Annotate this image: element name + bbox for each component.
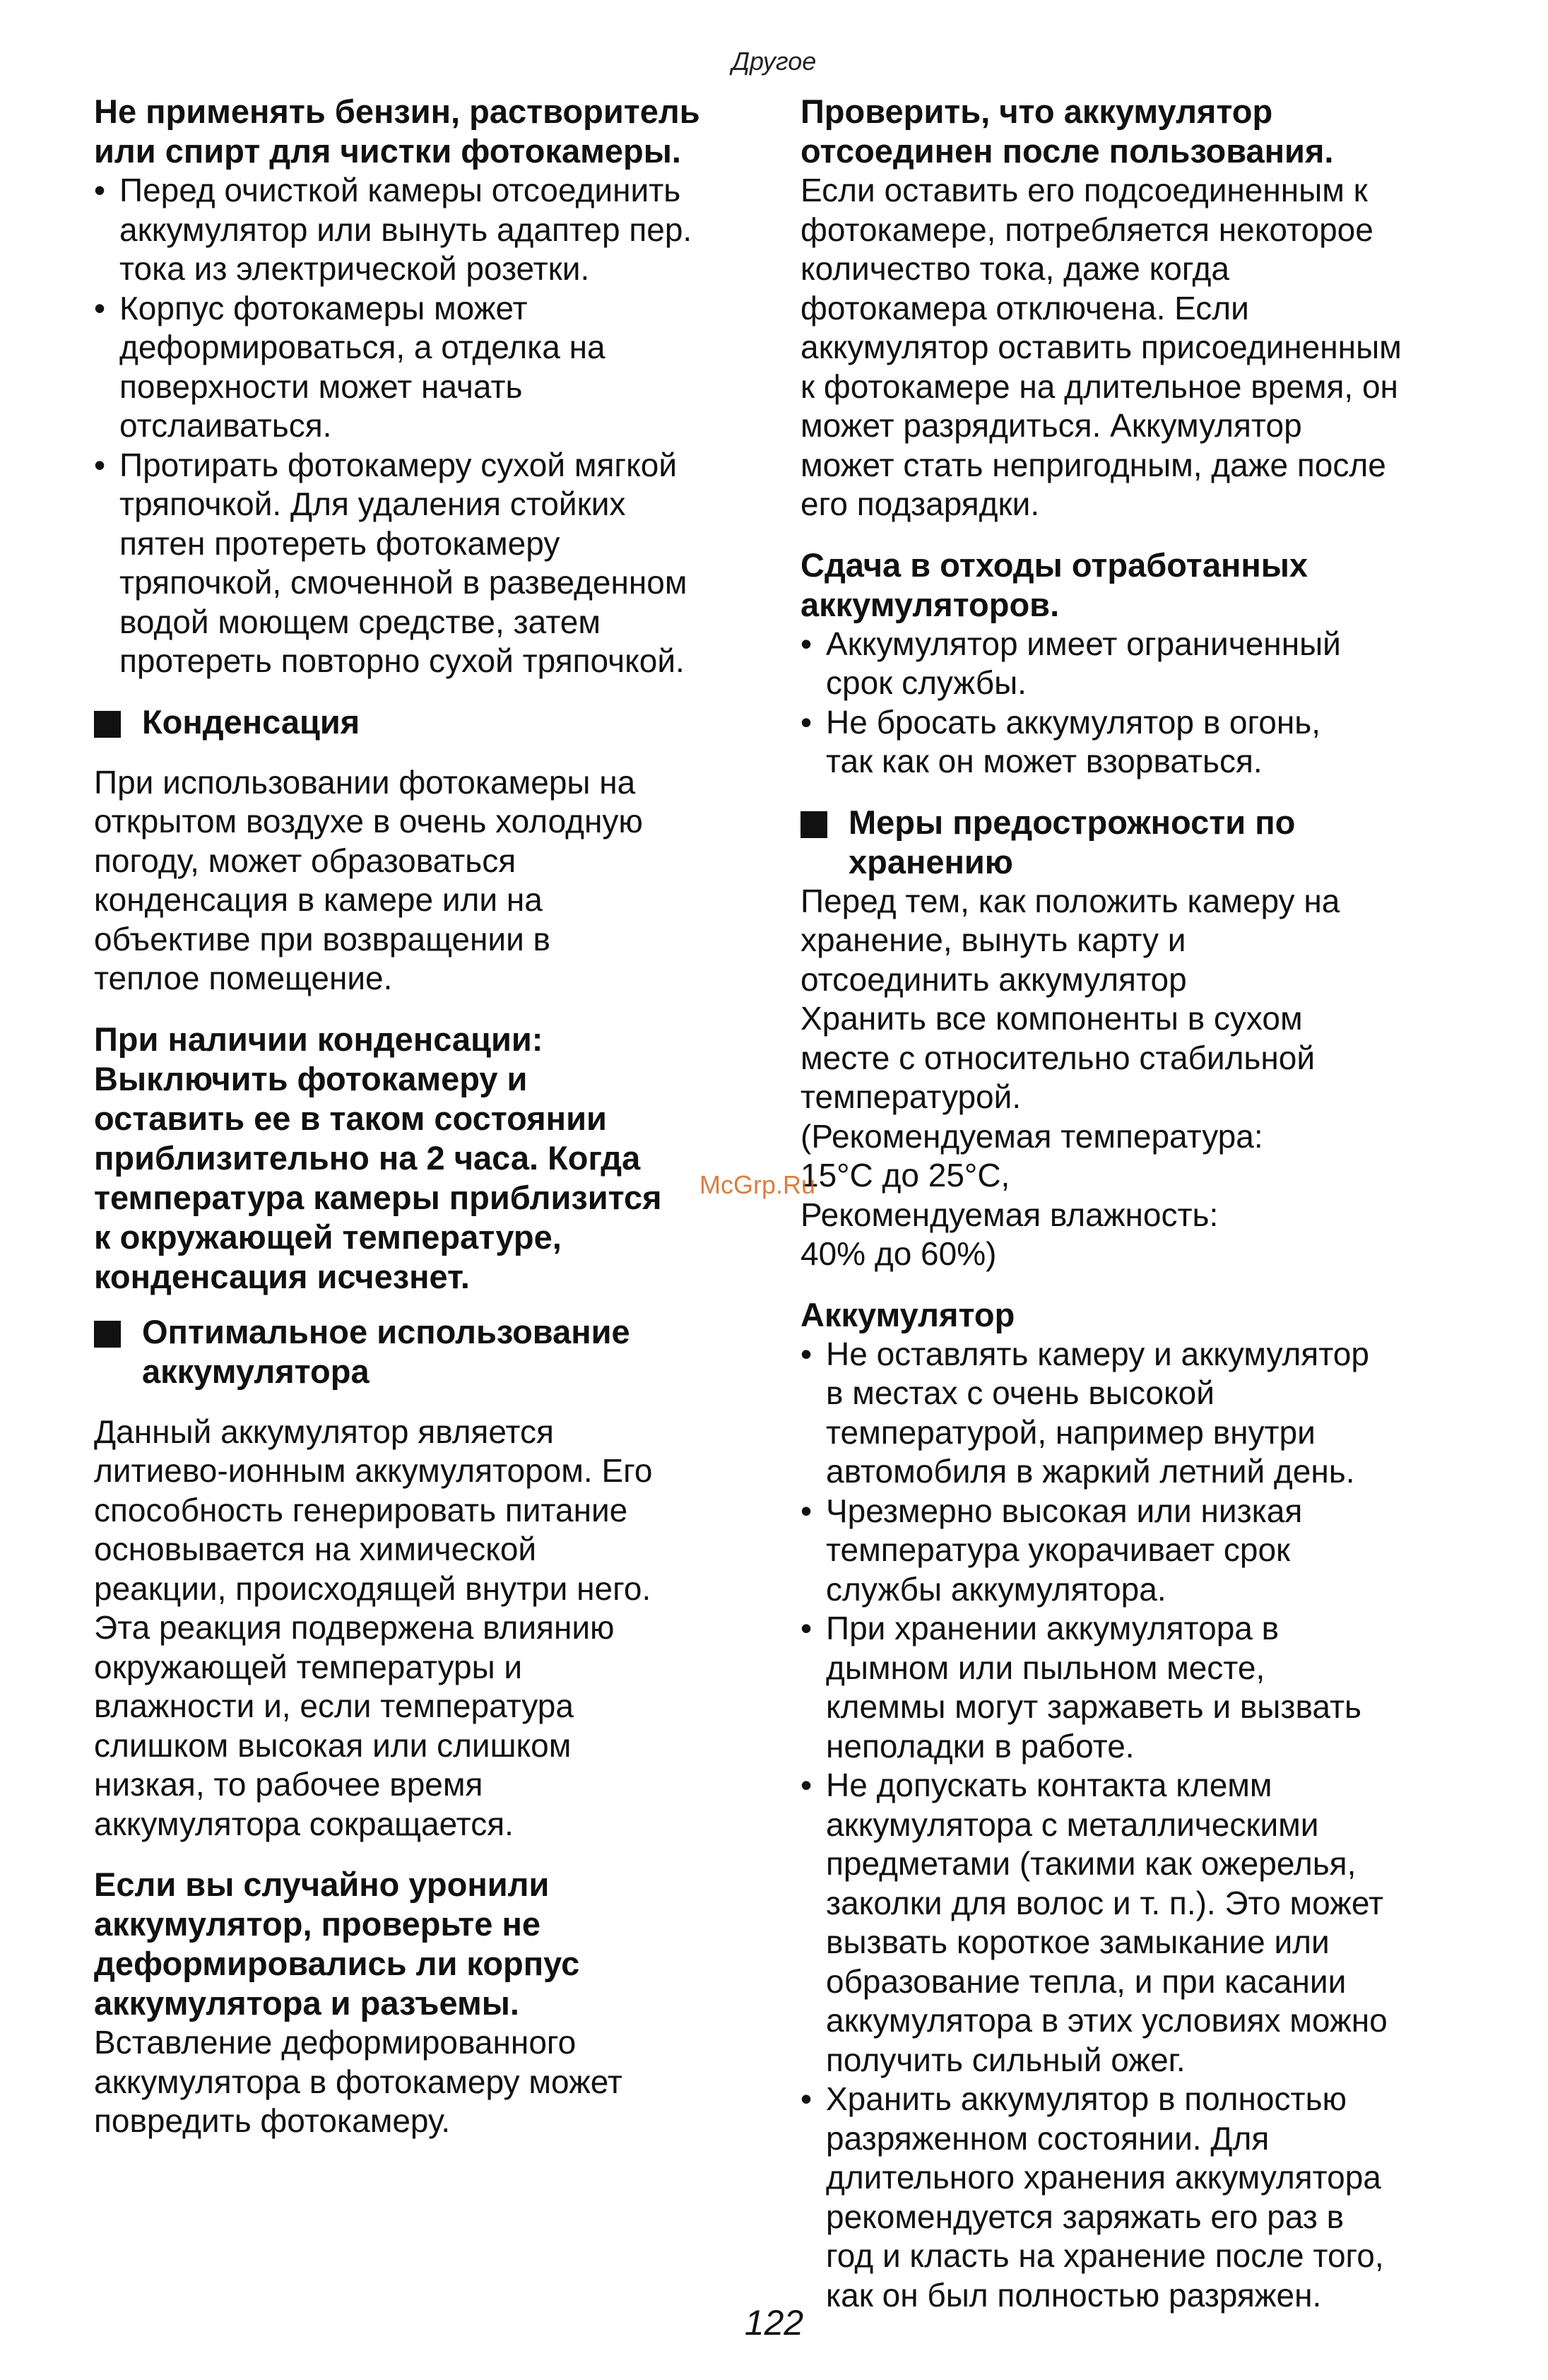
list-item: • Не оставлять камеру и аккумулятор в местах с очень высокой температурой, например внутри автомобиля в жаркий летний день. <box>800 1335 1472 1492</box>
heading-battery-disposal: Сдача в отходы отработанных аккумуляторов. <box>800 546 1308 623</box>
disposal-bullet-list <box>800 625 1472 782</box>
list-item: • Хранить аккумулятор в полностью разряженном состоянии. Для длительного хранения аккумулятора рекомендуется заряжать его раз в год и класть на хранение после того, как он был полностью разряжен. <box>800 2080 1472 2315</box>
section-marker-icon <box>94 1321 121 1348</box>
section-storage-precautions <box>800 803 1472 882</box>
section-title: Меры предострожности по хранению <box>849 803 1296 880</box>
battery-usage-text: Данный аккумулятор является литиево-ионным аккумулятором. Его способность генерировать питание основывается на химической реакции, происходящей внутри него. Эта реакция подвержена влиянию окружающей температуры и влажности и, если температура слишком высокая или слишком низкая, то рабочее время аккумулятора сокращается. <box>94 1413 653 1842</box>
left-column <box>94 92 751 2141</box>
storage-text: Перед тем, как положить камеру на хранение, вынуть карту и отсоединить аккумулятор Хранить все компоненты в сухом месте с относительно стабильной температурой. (Рекомендуемая температура: 15°C до 25°C, Рекомендуемая влажность: 40% до 60%) <box>800 882 1340 1272</box>
disconnect-battery-text: Если оставить его подсоединенным к фотокамере, потребляется некоторое количество тока, даже когда фотокамера отключена. Если аккумулятор оставить присоединенным к фотокамере на длительное время, он может разрядиться. Аккумулятор может стать непригодным, даже после его подзарядки. <box>800 172 1402 522</box>
section-header: Другое <box>731 47 817 76</box>
condensation-text: При использовании фотокамеры на открытом воздухе в очень холодную погоду, может образоваться конденсация в камере или на объективе при возвращении в теплое помещение. <box>94 763 643 996</box>
section-marker-icon <box>94 711 121 738</box>
list-item: • При хранении аккумулятора в дымном или пыльном месте, клеммы могут заржаветь и вызвать неполадки в работе. <box>800 1609 1472 1766</box>
heading-if-condensation: При наличии конденсации: Выключить фотокамеру и оставить ее в таком состоянии приблизительно на 2 часа. Когда температура камеры приблизится к окружающей температуре, конденсация исчезнет. <box>94 1020 662 1295</box>
section-marker-icon <box>800 811 827 838</box>
heading-no-solvents: Не применять бензин, растворитель или спирт для чистки фотокамеры. <box>94 93 700 170</box>
list-item: • Корпус фотокамеры может деформироваться, а отделка на поверхности может начать отслаиваться. <box>94 289 751 446</box>
dropped-battery-text: Вставление деформированного аккумулятора в фотокамеру может повредить фотокамеру. <box>94 2024 622 2139</box>
list-item: • Чрезмерно высокая или низкая температура укорачивает срок службы аккумулятора. <box>800 1492 1472 1610</box>
heading-dropped-battery: Если вы случайно уронили аккумулятор, проверьте не деформировались ли корпус аккумулятора и разъемы. <box>94 1866 580 2022</box>
cleaning-bullet-list <box>94 171 751 681</box>
page-number: 122 <box>744 2303 804 2343</box>
list-item: • Перед очисткой камеры отсоединить аккумулятор или вынуть адаптер пер. тока из электрической розетки. <box>94 171 751 289</box>
right-column <box>800 92 1472 2315</box>
heading-disconnect-battery: Проверить, что аккумулятор отсоединен после пользования. <box>800 93 1334 170</box>
list-item: • Аккумулятор имеет ограниченный срок службы. <box>800 625 1472 703</box>
section-title: Конденсация <box>142 702 360 741</box>
watermark: McGrp.Ru <box>699 1170 816 1199</box>
heading-battery: Аккумулятор <box>800 1295 1015 1333</box>
section-title: Оптимальное использование аккумулятора <box>142 1312 630 1390</box>
section-battery-usage <box>94 1312 751 1391</box>
list-item: • Не допускать контакта клемм аккумулятора с металлическими предметами (такими как ожерелья, заколки для волос и т. п.). Это может вызвать короткое замыкание или образование тепла, и при касании аккумулятора в этих условиях можно получить сильный ожег. <box>800 1766 1472 2080</box>
list-item: • Протирать фотокамеру сухой мягкой тряпочкой. Для удаления стойких пятен протереть фотокамеру тряпочкой, смоченной в разведенном водой моющем средстве, затем протереть повторно сухой тряпочкой. <box>94 446 751 681</box>
list-item: • Не бросать аккумулятор в огонь, так как он может взорваться. <box>800 703 1472 782</box>
battery-bullet-list <box>800 1335 1472 2316</box>
section-condensation <box>94 702 751 742</box>
